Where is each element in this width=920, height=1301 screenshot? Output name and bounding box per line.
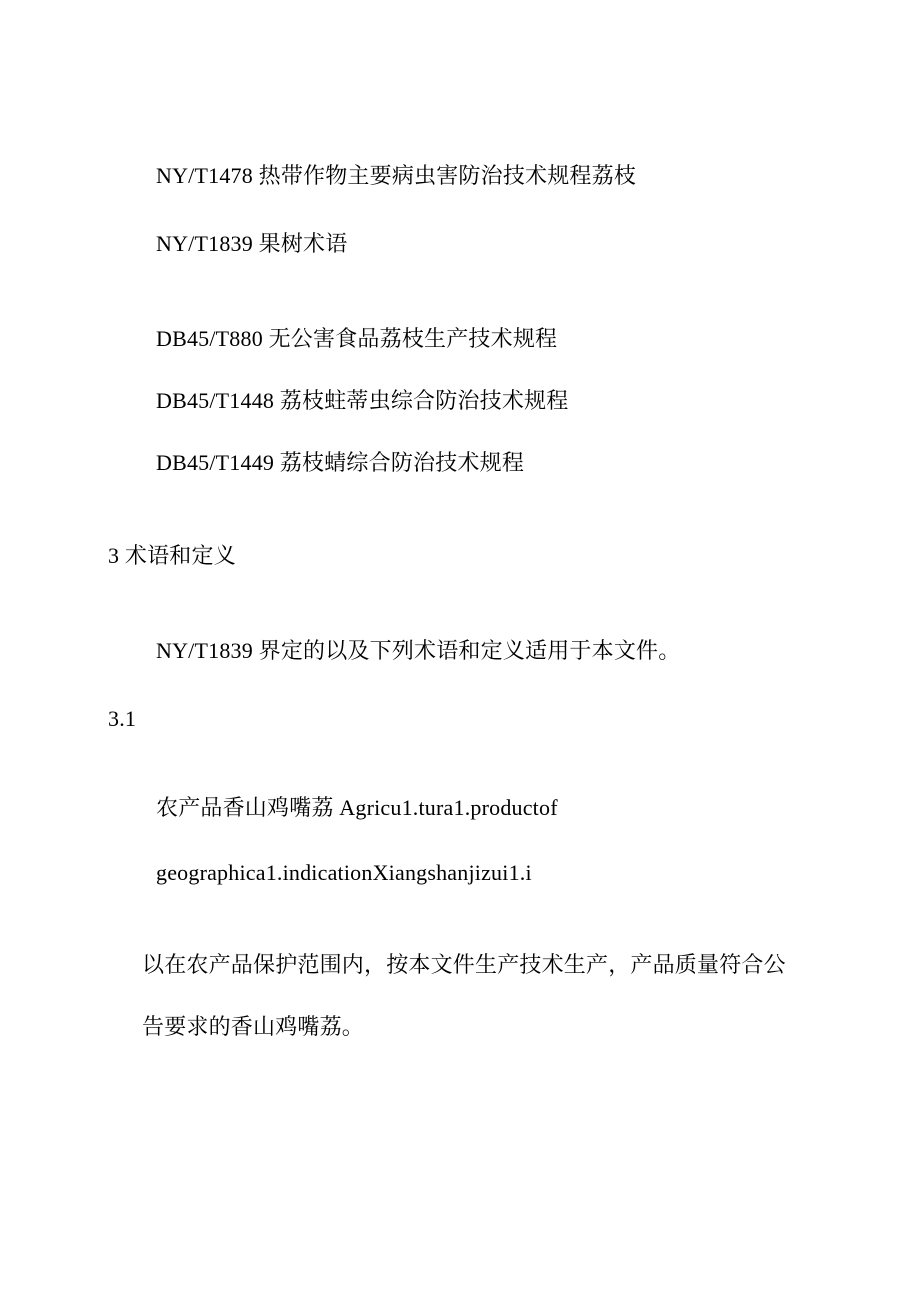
definition-line-1: 以在农产品保护范围内，按本文件生产技术生产，产品质量符合公 <box>142 952 786 977</box>
definition-line-2: 告要求的香山鸡嘴荔。 <box>142 1014 365 1039</box>
reference-item: DB45/T1448 荔枝蛀蒂虫综合防治技术规程 <box>156 388 569 413</box>
term-line-2: geographica1.indicationXiangshanjizui1.i <box>156 860 532 885</box>
section-intro: NY/T1839 界定的以及下列术语和定义适用于本文件。 <box>156 638 681 663</box>
term-line-1: 农产品香山鸡嘴荔 Agricu1.tura1.productof <box>156 795 558 820</box>
section-heading: 3 术语和定义 <box>108 543 236 568</box>
clause-number: 3.1 <box>108 706 137 731</box>
reference-item: DB45/T1449 荔枝蜻综合防治技术规程 <box>156 450 525 475</box>
reference-item: DB45/T880 无公害食品荔枝生产技术规程 <box>156 326 558 351</box>
reference-item: NY/T1839 果树术语 <box>156 231 348 256</box>
reference-item: NY/T1478 热带作物主要病虫害防治技术规程荔枝 <box>156 163 637 188</box>
